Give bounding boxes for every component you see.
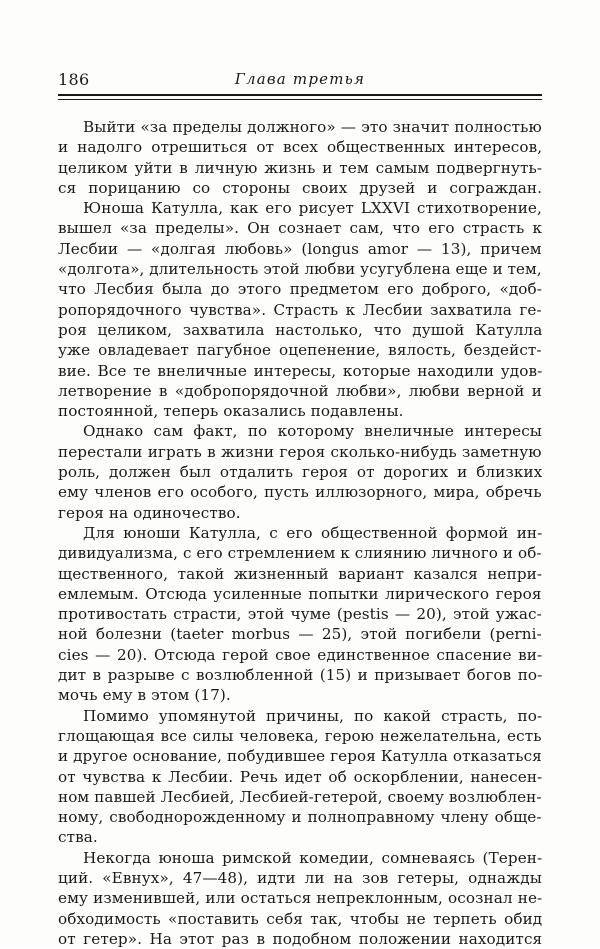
text-line: cies — 20). Отсюда герой свое единственное спасение ви-	[58, 645, 543, 664]
text-line: перестали играть в жизни героя сколько-нибудь заметную	[58, 442, 542, 461]
text-line: Лесбии — «долгая любовь» (longus amor — 13), причем	[58, 239, 542, 258]
text-line: героя на одиночество.	[58, 503, 241, 522]
text-line: дивидуализма, с его стремлением к слиянию личного и об-	[58, 544, 542, 563]
text-line: летворение в «добропорядочной любви», любви верной и	[58, 381, 542, 400]
text-line: роль, должен был отдалить героя от дорогих и близких	[58, 463, 543, 482]
text-line: ропорядочного чувства». Страсть к Лесбии захватила ге-	[58, 300, 542, 319]
text-line: ном павшей Лесбией, Лесбией-гетерой, своему возлюблен-	[58, 787, 542, 806]
body-text	[58, 117, 542, 949]
text-line: уже овладевает пагубное оцепенение, вялость, бездейст-	[58, 341, 542, 360]
text-line: ему изменившей, или остаться непреклонным, осознал не-	[58, 889, 543, 908]
text-line: глощающая все силы человека, герою нежелательна, есть	[58, 726, 542, 745]
text-line: постоянной, теперь оказались подавлены.	[58, 402, 404, 421]
text-line: Некогда юноша римской комедии, сомневаясь (Терен-	[83, 848, 543, 867]
header-rule-thick	[58, 94, 542, 96]
text-line: Юноша Катулла, как его рисует LXXVI стихотворение,	[83, 199, 542, 218]
text-line: дит в разрыве с возлюбленной (15) и призывает богов по-	[58, 666, 543, 685]
text-line: ций. «Евнух», 47—48), идти ли на зов гетеры, однажды	[58, 868, 542, 887]
text-line: и надолго отрешиться от всех общественных интересов,	[58, 138, 543, 157]
text-line: Помимо упомянутой причины, по какой страсть, по-	[83, 706, 543, 725]
text-line: роя целиком, захватила настолько, что душой Катулла	[58, 320, 543, 339]
text-line: вие. Все те внеличные интересы, которые находили удов-	[58, 361, 543, 380]
text-line: обходимость «поставить себя так, чтобы не терпеть обид	[58, 909, 543, 928]
text-line: Для юноши Катулла, с его общественной формой ин-	[83, 523, 543, 542]
running-head	[58, 70, 542, 92]
chapter-title: Глава третья	[234, 70, 366, 88]
text-line: ному, свободнорожденному и полноправному члену обще-	[58, 808, 542, 827]
text-line: ся порицанию со стороны своих друзей и сограждан.	[58, 178, 543, 197]
text-line: целиком уйти в личную жизнь и тем самым подвергнуть-	[58, 158, 543, 177]
text-line: мочь ему в этом (17).	[58, 686, 231, 705]
text-line: от чувства к Лесбии. Речь идет об оскорблении, нанесен-	[58, 767, 543, 786]
text-line: что Лесбия была до этого предметом его доброго, «доб-	[58, 280, 543, 299]
text-line: емлемым. Отсюда усиленные попытки лирического героя	[58, 584, 542, 603]
header-rule-thin	[58, 99, 542, 100]
text-line: противостать страсти, этой чуме (pestis — 20), этой ужас-	[58, 605, 542, 624]
text-line: Выйти «за пределы должного» — это значит полностью	[83, 118, 542, 136]
text-line: вышел «за пределы». Он сознает сам, что его страсть к	[58, 219, 543, 238]
text-line: и другое основание, побудившее героя Катулла отказаться	[58, 747, 542, 766]
text-line: ства.	[58, 828, 98, 847]
text-line: щественного, такой жизненный вариант казался непри-	[58, 564, 543, 583]
text-line: ему членов его особого, пусть иллюзорного, мира, обречь	[58, 483, 542, 502]
text-line: от гетер». На этот раз в подобном положении находится	[58, 929, 543, 948]
text-line: «долгота», длительность этой любви усугублена еще и тем,	[58, 260, 542, 279]
text-line: Однако сам факт, по которому внеличные интересы	[83, 422, 542, 441]
text-line: ной болезни (taeter morbus — 25), этой погибели (perni-	[58, 625, 542, 644]
page-number: 186	[58, 70, 90, 89]
